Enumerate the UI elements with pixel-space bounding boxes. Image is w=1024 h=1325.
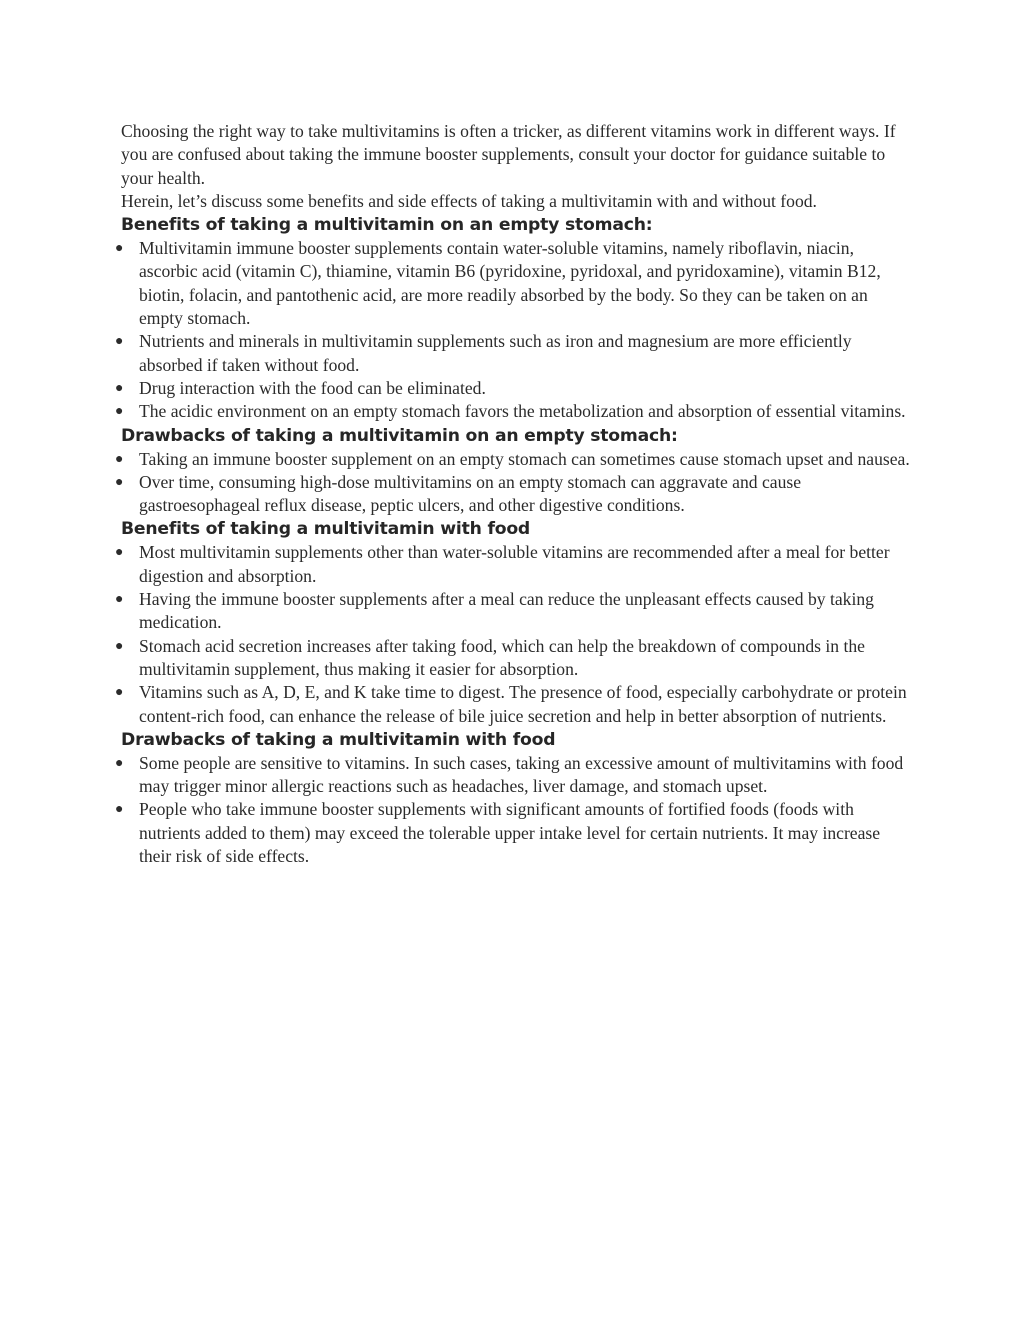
list-item-text: Drug interaction with the food can be eliminated.	[139, 377, 486, 398]
list-item-text: The acidic environment on an empty stomach favors the metabolization and absorption of essential vitamins.	[139, 401, 906, 422]
list-item	[115, 752, 911, 799]
section-heading-with-food-drawbacks: Drawbacks of taking a multivitamin with food	[121, 729, 556, 750]
list-item-text: Most multivitamin supplements other than water-soluble vitamins are recommended after a meal for better digestion and absorption.	[139, 542, 890, 586]
bullet-icon: ●	[115, 592, 124, 608]
bullet-icon: ●	[115, 755, 124, 771]
bullet-icon: ●	[115, 474, 124, 490]
list-item-text: Vitamins such as A, D, E, and K take time to digest. The presence of food, especially carbohydrate or protein content-rich food, can enhance the release of bile juice secretion and help in better absorption of nutrients.	[139, 682, 907, 726]
list-item-text: Some people are sensitive to vitamins. In such cases, taking an excessive amount of multivitamins with food may trigger minor allergic reactions such as headaches, liver damage, and stomach upset.	[139, 752, 904, 797]
bullet-icon: ●	[115, 404, 124, 420]
list-item	[115, 400, 911, 423]
bullet-icon: ●	[115, 241, 124, 257]
list-item-text: Over time, consuming high-dose multivitamins on an empty stomach can aggravate and cause gastroesophageal reflux disease, peptic ulcers, and other digestive conditions.	[139, 471, 802, 516]
list-item	[115, 377, 911, 400]
list-item	[115, 588, 911, 635]
section-heading-with-food-benefits: Benefits of taking a multivitamin with food	[121, 519, 531, 540]
list-item	[115, 635, 911, 682]
bullet-icon: ●	[115, 451, 124, 467]
bullet-icon: ●	[115, 802, 124, 818]
list-item	[115, 798, 911, 868]
section-heading-empty-stomach-drawbacks: Drawbacks of taking a multivitamin on an empty stomach:	[121, 425, 678, 446]
list-item-text: Stomach acid secretion increases after taking food, which can help the breakdown of compounds in the multivitamin supplement, thus making it easier for absorption.	[139, 635, 865, 679]
bullet-list-with-food-benefits	[115, 541, 911, 727]
bullet-icon: ●	[115, 638, 124, 654]
list-item	[115, 681, 911, 728]
list-item	[115, 237, 911, 330]
list-item	[115, 541, 911, 588]
list-item-text: Nutrients and minerals in multivitamin supplements such as iron and magnesium are more efficiently absorbed if taken without food.	[139, 331, 852, 375]
list-item-text: People who take immune booster supplements with significant amounts of fortified foods (foods with nutrients added to them) may exceed the tolerable upper intake level for certain nutrients. It may increase their risk of side effects.	[139, 799, 881, 867]
list-item-text: Taking an immune booster supplement on an empty stomach can sometimes cause stomach upset and nausea.	[139, 448, 910, 469]
bullet-list-with-food-drawbacks	[115, 752, 911, 868]
section-heading-empty-stomach-benefits: Benefits of taking a multivitamin on an empty stomach:	[121, 215, 653, 236]
list-item-text: Having the immune booster supplements after a meal can reduce the unpleasant effects caused by taking medication.	[139, 589, 874, 633]
intro-paragraph: Choosing the right way to take multivitamins is often a tricker, as different vitamins work in different ways. If you are confused about taking the immune booster supplements, consult your doctor for guidance suitable to your health.	[121, 121, 896, 188]
list-item-text: Multivitamin immune booster supplements contain water-soluble vitamins, namely riboflavin, niacin, ascorbic acid (vitamin C), thiamine, vitamin B6 (pyridoxine, pyridoxal, and pyridoxamine), vitamin B12, biotin, folacin, and pantothenic acid, are more readily absorbed by the body. So they can be taken on an empty stomach.	[139, 238, 881, 329]
document-page	[115, 120, 911, 868]
list-item	[115, 448, 911, 471]
bullet-icon: ●	[115, 334, 124, 350]
list-item	[115, 330, 911, 377]
intro-paragraph-2: Herein, let’s discuss some benefits and side effects of taking a multivitamin with and without food.	[121, 190, 817, 211]
bullet-list-empty-stomach-benefits	[115, 237, 911, 423]
bullet-icon: ●	[115, 380, 124, 396]
bullet-icon: ●	[115, 685, 124, 701]
bullet-list-empty-stomach-drawbacks	[115, 448, 911, 518]
list-item	[115, 471, 911, 518]
bullet-icon: ●	[115, 545, 124, 561]
